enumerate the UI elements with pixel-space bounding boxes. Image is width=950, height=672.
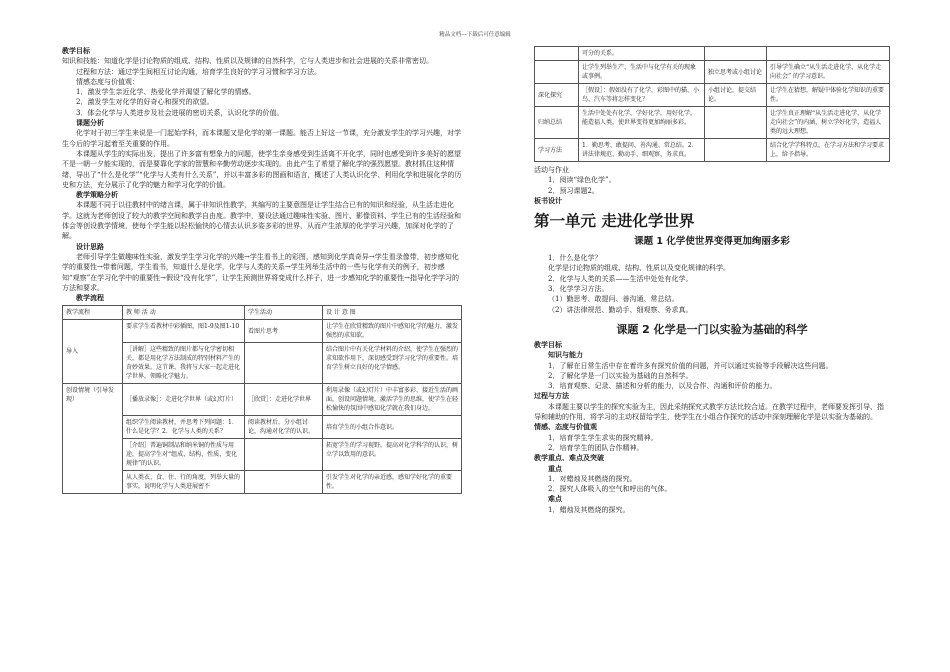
heading-teaching-goals: 教学目标 <box>62 47 90 55</box>
stage-cell <box>535 61 579 84</box>
intent-cell <box>767 47 890 61</box>
goal-4: 1．激发学生亲近化学、热爱化学并渴望了解化学的情感。 <box>76 88 256 97</box>
process-table <box>62 305 462 494</box>
stage-cell: 学习方法 <box>535 139 579 162</box>
teacher-cell: ［播放录像］：走进化学世界（或幻灯片） <box>123 384 245 416</box>
heading-key: 重点 <box>548 464 562 473</box>
lesson-1-item: 1．什么是化学？ <box>548 254 602 263</box>
teacher-cell: ［讲解］这些精致的图片都与化学密切相关，都是用化学方法制成的特别材料产生的奇妙效果。这节课，我将与大家一起走进化学世界，领略化学魅力。 <box>123 343 245 384</box>
student-cell <box>705 107 767 139</box>
goal-5: 2．激发学生对化学的好奇心和探究的欲望。 <box>76 98 214 107</box>
student-cell: 阅读教材后，分小组讨论，沟通对化学的认识。 <box>245 416 323 439</box>
intent-cell: 让学生在猜想，解疑中体验化学知识的重要性。 <box>767 84 890 107</box>
student-cell <box>705 139 767 162</box>
table-row <box>535 47 890 61</box>
left-column <box>62 46 462 494</box>
table-row <box>63 320 462 343</box>
stage-cell: 创设情境（引导发现） <box>63 384 123 494</box>
knowledge-item: 2．了解化学是一门以实验为基础的自然科学。 <box>548 371 693 380</box>
lesson-1-item: （1）勤思考、敢提问、善沟通、常总结。 <box>548 295 679 304</box>
table-row <box>63 439 462 471</box>
heading-teaching-process: 教学流程 <box>76 294 104 303</box>
stage-cell: 深化探究 <box>535 84 579 107</box>
intent-cell: 让学生真正理解“从生活走进化学，从化学走向社会”的内涵，树立学好化学，造福人类的远大理想。 <box>767 107 890 139</box>
heading-emotion: 情感、态度与价值观 <box>534 423 597 432</box>
activity-1: 1．阅读“绿色化学”。 <box>548 176 616 185</box>
knowledge-item: 1．了解在日常生活中存在着许多有探究价值的问题，并可以通过实验等手段解决这些问题。 <box>548 361 833 370</box>
heading-key-points: 教学重点、难点及突破 <box>534 454 604 463</box>
student-cell: ［欣赏］：走进化学世界 <box>245 384 323 416</box>
heading-strategy: 教学策略分析 <box>76 191 118 200</box>
table-row <box>535 139 890 162</box>
student-cell <box>705 47 767 61</box>
lesson-1-item: 3．化学学习方法。 <box>548 285 609 294</box>
page-header: 精品文档---下载后可任意编辑 <box>439 32 511 38</box>
table-row <box>63 471 462 494</box>
table-row <box>535 84 890 107</box>
heading-lesson-analysis: 课题分析 <box>76 119 104 128</box>
emotion-item: 2．培育学生的团队合作精神。 <box>548 443 644 452</box>
knowledge-item: 3．培育观察、记录、描述和分析的能力，以及合作、沟通和评价的能力。 <box>548 382 777 391</box>
stage-cell: 导入 <box>63 320 123 384</box>
student-cell: 独立思考或小组讨论 <box>705 61 767 84</box>
key-item: 2．探究人体吸入的空气和呼出的气体。 <box>548 485 672 494</box>
intent-cell: 引发学生对化学的亲近感，感知学好化学的重要性。 <box>323 471 462 494</box>
intent-cell: 培育学生的小组合作意识。 <box>323 416 462 439</box>
teacher-cell: 1．勤思考、敢提问、善沟通、常总结。2．讲法律规范、勤动手、细观察、务求真。 <box>579 139 705 162</box>
table-header-cell: 学生活动 <box>245 306 323 320</box>
student-cell: 小组讨论，提交结论。 <box>705 84 767 107</box>
lesson-2-title: 课题 2 化学是一门以实验为基础的科学 <box>616 322 808 336</box>
goal-3: 情感态度与价值观： <box>76 77 139 86</box>
key-item: 1．对蜡烛及其燃烧的探究。 <box>548 474 637 483</box>
table-row <box>535 107 890 139</box>
intent-cell: 拓宽学生的学习视野，提高对化学科学的认识，树立学以致用的意识。 <box>323 439 462 471</box>
table-header-cell: 设 计 意 图 <box>323 306 462 320</box>
difficult-item: 1．蜡烛及其燃烧的探究。 <box>548 505 630 514</box>
heading-process-method: 过程与方法 <box>534 392 569 401</box>
teacher-cell: 让学生列举生产、生活中与化学有关的现象或事例。 <box>579 61 705 84</box>
analysis-2: 本课题从学生的实际出发，提出了许多富有想象力的问题，使学生亲身感受到生活离不开化学，同时也感受到许多美好的愿望不是一朝一夕能实现的，而是要靠化学家的智慧和辛勤劳动逐步实现的。由此产生了希望了解化学的强烈愿望。教材抓住这种情绪，导出了“什么是化学”“化学与人类有什么关系”，并以丰富多彩的图画和语言，概述了人类认识化学、利用化学和进展化学的历史和方法，充分展示了化学的魅力和学习化学的价值。 <box>62 149 462 189</box>
lesson-1-item: 化学是讨论物质的组成、结构、性质以及变化规律的科学。 <box>548 264 730 273</box>
lesson-1-item: （2）讲法律规范、勤动手、细观察、务求真。 <box>548 305 693 314</box>
heading-knowledge: 知识与能力 <box>548 351 583 360</box>
board-design-heading: 板书设计 <box>534 196 562 205</box>
student-cell <box>245 343 323 384</box>
student-cell: 看图片思考 <box>245 320 323 343</box>
table-header-cell: 教 师 活 动 <box>123 306 245 320</box>
unit-title: 第一单元 走进化学世界 <box>534 212 695 231</box>
table-row <box>63 416 462 439</box>
intent-cell: 引导学生确立“从生活走进化学，从化学走向社会” 的学习意识。 <box>767 61 890 84</box>
process-text: 本课题主要以学生的探究实验为主，因此采纳探究式教学方法比较合适。在教学过程中，老师要发挥引导、指导和辅助的作用，将学习的主动权留给学生，使学生在小组合作探究的活动中深刻理解化学是以实验为基础的。 <box>534 402 884 422</box>
student-cell <box>245 471 323 494</box>
activity-heading: 活动与作业 <box>534 166 569 174</box>
teacher-cell: 要求学生看教材中彩插图，图1-9及图1-10 <box>123 320 245 343</box>
table-row <box>535 61 890 84</box>
heading-design-ideas: 设计思路 <box>76 242 104 251</box>
goal-1: 知识和技能：知道化学是讨论物质的组成、结构、性质以及规律的自然科学，它与人类进步和社会进展的关系非常密切。 <box>62 57 433 66</box>
emotion-item: 1．培育学生学生求实的探究精神。 <box>548 433 658 442</box>
teacher-cell: ［介绍］普遍铜制品和纳米铜的性质与用途，提高学生对“组成、结构、性质、变化规律”的认识。 <box>123 439 245 471</box>
intent-cell: 让学生在欣赏精致的图片中感知化学的魅力，激发强烈的求知欲。 <box>323 320 462 343</box>
goal-2: 过程和方法：通过学生间相互讨论沟通，培育学生良好的学习习惯和学习方法。 <box>76 67 321 76</box>
right-column <box>534 46 890 515</box>
teacher-cell: 生活中处处有化学，学好化学，用好化学，能造福人类，使世界变得更加绚丽多彩。 <box>579 107 705 139</box>
process-table-continued <box>534 46 890 162</box>
ideas-text: 老师引导学生做趣味性实验，激发学生学习化学的兴趣→学生看书上的彩图，感知到化学真奇异→学生看录像带，初步感知化学的重要性→带着问题，学生看书，知道什么是化学，化学与人类的关系→学生列举生活中的一些与化学有关的例子，初步感知“观察”在学习化学中的重要性→假设“没有化学”，让学生预测世界将变成什么样子，进一步感知化学的重要性→指导化学学习的方法和要求。 <box>62 252 460 292</box>
stage-cell <box>535 47 579 61</box>
teacher-cell: ［假设］：假如没有了化学，彩图中的猫、小鸟、汽车等将怎样变化？ <box>579 84 705 107</box>
intent-cell: 利用录像（或幻灯片）中丰富多彩、接近生活的画面，创设问题情境，激活学生的思维，使学生在轻松愉快的氛围中感知化学就在我们身边。 <box>323 384 462 416</box>
goal-6: 3．体会化学与人类进步及社会进展的密切关系，认识化学的价值。 <box>76 108 284 117</box>
activity-2: 2．预习课题2。 <box>548 186 599 195</box>
student-cell <box>245 439 323 471</box>
teacher-cell: 组织学生阅读教材，并思考下列问题：1．什么是化学？2．化学与人类的关系？ <box>123 416 245 439</box>
stage-cell: 归纳总结 <box>535 107 579 139</box>
table-row <box>63 384 462 416</box>
table-row <box>63 343 462 384</box>
intent-cell: 结合化学学科特点，在学习方法和学习要求上，给予指导。 <box>767 139 890 162</box>
heading-teaching-goals-2: 教学目标 <box>534 340 562 349</box>
intent-cell: 结合图片中有关化学材料的介绍，使学生在强烈的求知欲作用下，深切感受到学习化学的重要性。培育学生树立良好的化学情感。 <box>323 343 462 384</box>
lesson-1-item: 2．化学与人类的关系——生活中处处有化学。 <box>548 274 693 283</box>
teacher-cell: 可分的关系。 <box>579 47 705 61</box>
strategy-text: 本课题不同于以往教材中的绪言课，属于非知识性教学，其编写的主要意图是让学生结合已有的知识和经验，从生活走进化学。这就为老师创设了较大的教学空间和教学自由度。教学中，要设法通过趣味性实验、图片、影像资料、学生已有的生活经验和体会等创设教学情境，使每个学生能以轻松愉快的心情去认识多姿多彩的世界，从而产生浓厚的化学学习兴趣，加深对化学的了解。 <box>62 201 461 241</box>
analysis-1: 化学对于初三学生来说是一门起始学科，而本课题又是化学的第一课题。能否上好这一节课，充分激发学生的学习兴趣，对学生今后的学习起着至关重要的作用。 <box>62 129 461 148</box>
table-header-cell: 教学流程 <box>63 306 123 320</box>
table-header-row <box>63 306 462 320</box>
teacher-cell: 从人类衣、食、住、行的角度，列举大量的事实，说明化学与人类进展密不 <box>123 471 245 494</box>
lesson-1-title: 课题 1 化学使世界变得更加绚丽多彩 <box>634 236 790 248</box>
heading-difficult: 难点 <box>548 495 562 504</box>
